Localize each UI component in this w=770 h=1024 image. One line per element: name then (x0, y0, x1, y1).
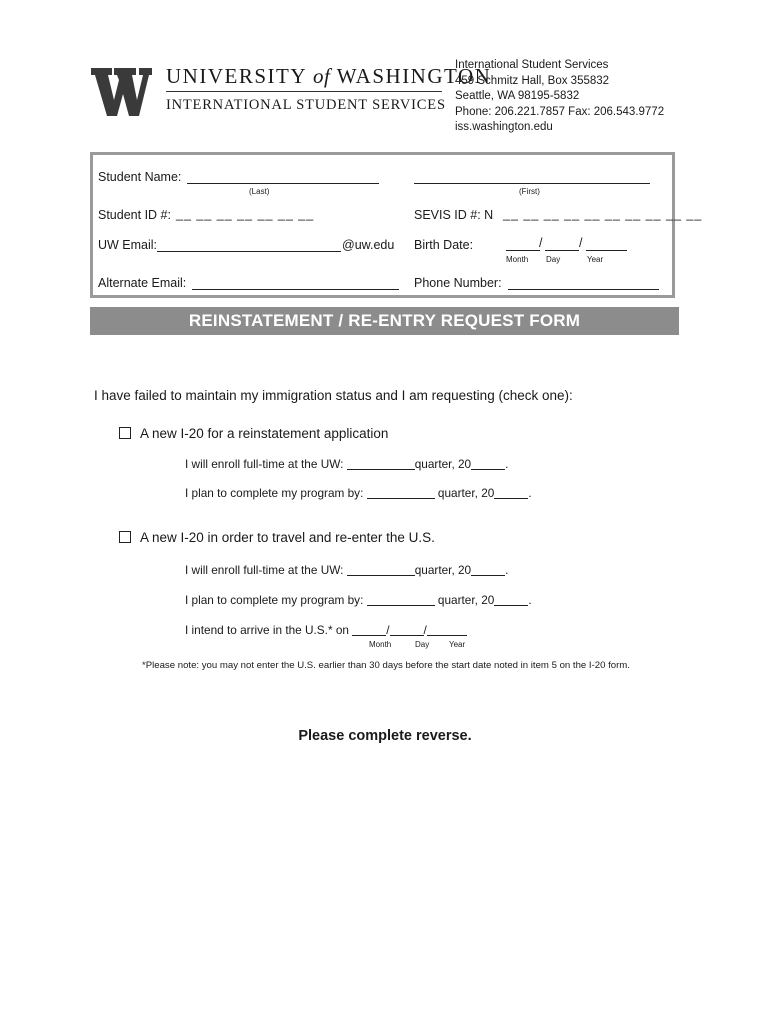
reinstatement-enroll-period: . (505, 457, 509, 471)
student-name-label: Student Name: (98, 170, 182, 184)
uw-w-logo (88, 68, 152, 116)
address-line-phone: Phone: 206.221.7857 Fax: 206.543.9772 (455, 105, 665, 118)
address-line-website: iss.washington.edu (455, 121, 553, 134)
arrive-slash-1: / (386, 623, 390, 637)
university-name-post: WASHINGTON (336, 64, 492, 88)
last-name-caption: (Last) (249, 187, 270, 196)
address-line-street: 459 Schmitz Hall, Box 355832 (455, 74, 610, 87)
travel-complete-label: I plan to complete my program by: (185, 593, 364, 607)
address-line-city: Seattle, WA 98195-5832 (455, 90, 580, 103)
reinstatement-enroll-quarter-field[interactable] (347, 457, 415, 470)
reinstatement-complete-period: . (528, 486, 532, 500)
travel-complete-period: . (528, 593, 532, 607)
birth-date-label: Birth Date: (414, 238, 474, 252)
reinstatement-enroll-quarter-text: quarter, 20 (414, 457, 472, 471)
first-name-field[interactable] (414, 183, 650, 184)
reinstatement-complete-label: I plan to complete my program by: (185, 486, 364, 500)
reinstatement-complete-quarter-text: quarter, 20 (437, 486, 495, 500)
student-id-label: Student ID #: (98, 208, 171, 222)
reinstatement-complete-year-field[interactable] (494, 486, 528, 499)
last-name-field[interactable] (187, 183, 379, 184)
travel-enroll-period: . (505, 563, 509, 577)
option-reinstatement[interactable] (119, 426, 388, 441)
alternate-email-label: Alternate Email: (98, 276, 187, 290)
university-name (166, 64, 491, 89)
travel-arrive-label: I intend to arrive in the U.S.* on (185, 623, 349, 637)
travel-complete-line (185, 593, 532, 607)
travel-complete-quarter-field[interactable] (367, 593, 435, 606)
arrive-month-field[interactable] (352, 623, 386, 636)
birth-day-field[interactable] (545, 250, 579, 251)
university-name-of: of (312, 64, 331, 88)
birth-date-slash-1: / (539, 236, 543, 250)
arrive-month-caption: Month (369, 640, 392, 649)
reinstatement-complete-quarter-field[interactable] (367, 486, 435, 499)
entry-note: *Please note: you may not enter the U.S. earlier than 30 days before the start date noted in item 5 on the I-20 form. (142, 660, 630, 671)
form-title: REINSTATEMENT / RE-ENTRY REQUEST FORM (90, 307, 679, 335)
travel-complete-year-field[interactable] (494, 593, 528, 606)
birth-date-slash-2: / (579, 236, 583, 250)
sevis-id-field[interactable]: __ __ __ __ __ __ __ __ __ __ (503, 207, 703, 221)
travel-enroll-label: I will enroll full-time at the UW: (185, 563, 344, 577)
birth-year-field[interactable] (586, 250, 627, 251)
travel-reentry-checkbox[interactable] (119, 531, 131, 543)
arrive-year-field[interactable] (427, 623, 467, 636)
reinstatement-enroll-label: I will enroll full-time at the UW: (185, 457, 344, 471)
address-line-office: International Student Services (455, 59, 609, 71)
reinstatement-enroll-year-field[interactable] (471, 457, 505, 470)
alternate-email-field[interactable] (192, 289, 399, 290)
student-id-field[interactable]: __ __ __ __ __ __ __ (176, 207, 315, 221)
reinstatement-checkbox[interactable] (119, 427, 131, 439)
uw-email-label: UW Email: (98, 238, 158, 252)
travel-enroll-quarter-field[interactable] (347, 563, 415, 576)
first-name-caption: (First) (519, 187, 540, 196)
birth-day-caption: Day (546, 255, 561, 264)
option-travel-reentry[interactable] (119, 530, 435, 545)
uw-email-field[interactable] (157, 251, 341, 252)
arrive-slash-2: / (423, 623, 427, 637)
phone-number-label: Phone Number: (414, 276, 502, 290)
birth-month-caption: Month (506, 255, 529, 264)
reinstatement-complete-line (185, 486, 532, 500)
phone-number-field[interactable] (508, 289, 659, 290)
birth-year-caption: Year (587, 255, 604, 264)
arrive-day-caption: Day (415, 640, 430, 649)
university-name-pre: UNIVERSITY (166, 64, 307, 88)
travel-enroll-line (185, 563, 508, 577)
option-reinstatement-label: A new I-20 for a reinstatement application (140, 426, 389, 441)
travel-enroll-quarter-text: quarter, 20 (414, 563, 472, 577)
travel-complete-quarter-text: quarter, 20 (437, 593, 495, 607)
reinstatement-enroll-line (185, 457, 508, 471)
option-travel-reentry-label: A new I-20 in order to travel and re-enter the U.S. (140, 530, 435, 545)
arrive-year-caption: Year (449, 640, 466, 649)
complete-reverse-notice: Please complete reverse. (298, 728, 472, 744)
address-block (455, 58, 664, 136)
travel-enroll-year-field[interactable] (471, 563, 505, 576)
intro-text: I have failed to maintain my immigration status and I am requesting (check one): (94, 388, 573, 403)
uw-email-domain: @uw.edu (342, 238, 395, 252)
logo-divider (166, 91, 442, 92)
travel-arrive-line (185, 623, 467, 637)
birth-month-field[interactable] (506, 250, 540, 251)
department-name: INTERNATIONAL STUDENT SERVICES (166, 97, 446, 113)
arrive-day-field[interactable] (390, 623, 424, 636)
sevis-id-label: SEVIS ID #: N (414, 208, 494, 222)
